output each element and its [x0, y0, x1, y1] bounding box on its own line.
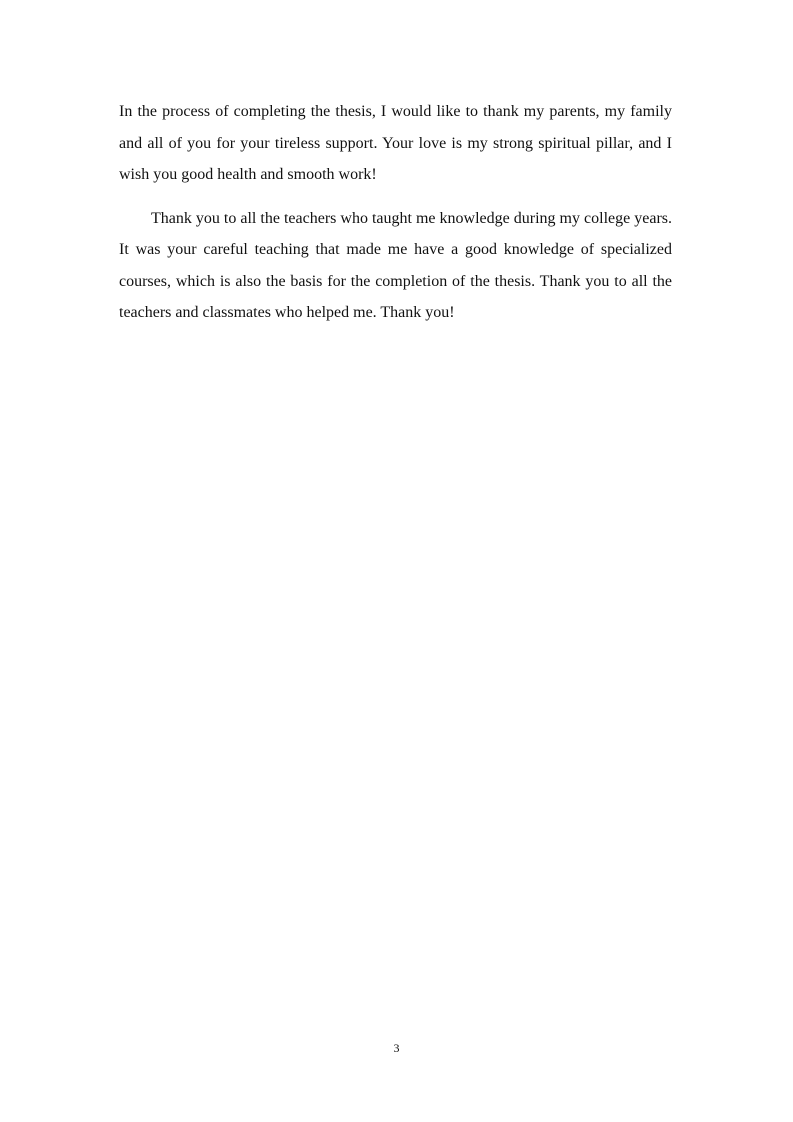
page-number: 3	[393, 1041, 400, 1055]
body-text	[119, 96, 672, 341]
paragraph-teacher-thanks: Thank you to all the teachers who taught me knowledge during my college years. It was your careful teaching that made me have a good knowledge of specialized courses, which is also the basis for the completion of the thesis. Thank you to all the teachers and classmates who helped me. Thank you!	[119, 209, 672, 321]
paragraph-family-thanks: In the process of completing the thesis, I would like to thank my parents, my family and all of you for your tireless support. Your love is my strong spiritual pillar, and I wish you good health and smooth work!	[119, 103, 672, 183]
